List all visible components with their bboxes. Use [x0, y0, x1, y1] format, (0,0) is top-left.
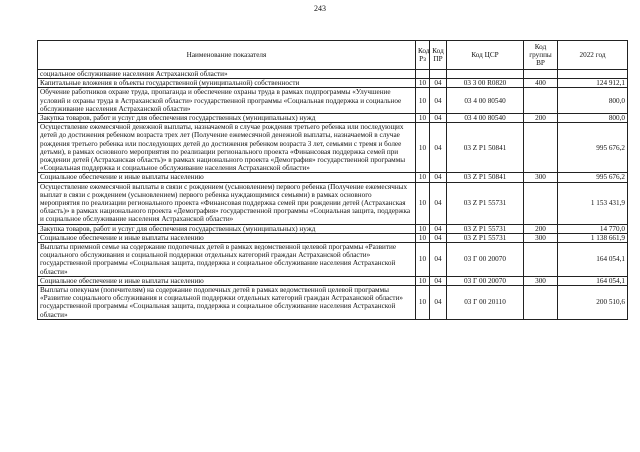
- cell-rz: 10: [416, 123, 430, 173]
- cell-rz: 10: [416, 276, 430, 285]
- cell-csr: 03 3 00 R0820: [447, 79, 524, 88]
- table-row: [38, 114, 628, 123]
- cell-vr: 200: [524, 224, 558, 233]
- cell-sum: 800,0: [558, 88, 628, 114]
- cell-pr: 04: [430, 173, 447, 182]
- cell-csr: 03 4 00 80540: [447, 114, 524, 123]
- table-row: [38, 286, 628, 320]
- cell-name: Социальное обеспечение и иные выплаты населению: [38, 276, 416, 285]
- cell-vr: [524, 123, 558, 173]
- cell-pr: 04: [430, 243, 447, 277]
- cell-rz: 10: [416, 79, 430, 88]
- cell-sum: 200 510,6: [558, 286, 628, 320]
- cell-name: Закупка товаров, работ и услуг для обеспечения государственных (муниципальных) нужд: [38, 224, 416, 233]
- page-number: 243: [314, 4, 326, 13]
- table-row: [38, 276, 628, 285]
- cell-rz: 10: [416, 243, 430, 277]
- cell-pr: 04: [430, 79, 447, 88]
- cell-sum: 995 676,2: [558, 123, 628, 173]
- cell-sum: 1 153 431,9: [558, 182, 628, 224]
- cell-name: социальное обслуживание населения Астраханской области»: [38, 70, 416, 79]
- table-row: [38, 224, 628, 233]
- cell-sum: 14 770,0: [558, 224, 628, 233]
- table-row: [38, 79, 628, 88]
- cell-pr: 04: [430, 182, 447, 224]
- cell-vr: 300: [524, 276, 558, 285]
- cell-sum: 164 054,1: [558, 243, 628, 277]
- cell-rz: 10: [416, 88, 430, 114]
- cell-name: Осуществление ежемесячной выплаты в связи с рождением (усыновлением) первого ребенка (Получение ежемесячных выплат в связи с рождением (усыновлением) первого ребенка нуждающимися семьями) в рамках основного мероприятия по реализации регионального проекта «Финансовая поддержка семей при рождении детей (Астраханская область)» в рамках национального проекта «Демография» государственной программы «Социальная защита, поддержка и социальное обслуживание населения Астраханской области»: [38, 182, 416, 224]
- cell-csr: [447, 70, 524, 79]
- table-header-row: [38, 41, 628, 70]
- cell-sum: 800,0: [558, 114, 628, 123]
- cell-rz: 10: [416, 224, 430, 233]
- cell-csr: 03 4 00 80540: [447, 88, 524, 114]
- cell-name: Осуществление ежемесячной денежной выплаты, назначаемой в случае рождения третьего ребенка или последующих детей до достижения ребенком возраста трех лет (Получение ежемесячной денежной выплаты, назначаемой в случае рождения третьего ребенка или последующих детей до достижения ребенком возраста 3 лет, семьями с тремя и более детьми), в рамках основного мероприятия по реализации регионального проекта «Финансовая поддержка семей при рождении детей (Астраханская область)» в рамках национального проекта «Демография» государственной программы «Социальная поддержка и социальное обслуживание населения Астраханской области»: [38, 123, 416, 173]
- cell-pr: 04: [430, 88, 447, 114]
- cell-csr: 03 Z P1 50841: [447, 173, 524, 182]
- cell-name: Выплаты опекунам (попечителям) на содержание подопечных детей в рамках ведомственной целевой программы «Развитие социального обслуживания и социальной поддержки отдельных категорий граждан Астраханской области» государственной программы «Социальная защита, поддержка и социальное обслуживание населения Астраханской области»: [38, 286, 416, 320]
- cell-vr: [524, 286, 558, 320]
- table-row: [38, 123, 628, 173]
- cell-pr: 04: [430, 286, 447, 320]
- cell-vr: [524, 88, 558, 114]
- cell-pr: 04: [430, 224, 447, 233]
- cell-sum: 1 138 661,9: [558, 233, 628, 242]
- header-rz: Код Рз: [416, 41, 430, 70]
- cell-rz: 10: [416, 286, 430, 320]
- cell-rz: 10: [416, 173, 430, 182]
- cell-pr: 04: [430, 233, 447, 242]
- cell-pr: 04: [430, 114, 447, 123]
- cell-vr: [524, 243, 558, 277]
- cell-sum: 995 676,2: [558, 173, 628, 182]
- table-row: [38, 182, 628, 224]
- cell-csr: 03 Z P1 55731: [447, 233, 524, 242]
- cell-pr: 04: [430, 276, 447, 285]
- table-row: [38, 243, 628, 277]
- header-csr: Код ЦСР: [447, 41, 524, 70]
- cell-csr: 03 Г 00 20110: [447, 286, 524, 320]
- header-name: Наименование показателя: [38, 41, 416, 70]
- cell-name: Обучение работников охране труда, пропаганда и обеспечение охраны труда в рамках подпрограммы «Улучшение условий и охраны труда в Астраханской области» государственной программы «Социальная поддержка и социальное обслуживание населения Астраханской области»: [38, 88, 416, 114]
- cell-sum: 124 912,1: [558, 79, 628, 88]
- cell-name: Социальное обеспечение и иные выплаты населению: [38, 173, 416, 182]
- table-row: [38, 88, 628, 114]
- cell-sum: [558, 70, 628, 79]
- cell-pr: [430, 70, 447, 79]
- cell-vr: 400: [524, 79, 558, 88]
- cell-name: Социальное обеспечение и иные выплаты населению: [38, 233, 416, 242]
- budget-table: [37, 40, 628, 320]
- cell-pr: 04: [430, 123, 447, 173]
- cell-vr: [524, 70, 558, 79]
- table-row: [38, 233, 628, 242]
- cell-csr: 03 Г 00 20070: [447, 276, 524, 285]
- cell-name: Закупка товаров, работ и услуг для обеспечения государственных (муниципальных) нужд: [38, 114, 416, 123]
- cell-name: Капитальные вложения в объекты государственной (муниципальной) собственности: [38, 79, 416, 88]
- cell-vr: [524, 182, 558, 224]
- cell-csr: 03 Z P1 55731: [447, 224, 524, 233]
- cell-rz: 10: [416, 114, 430, 123]
- header-vr: Код группы ВР: [524, 41, 558, 70]
- cell-name: Выплаты приемной семье на содержание подопечных детей в рамках ведомственной целевой программы «Развитие социального обслуживания и социальной поддержки отдельных категорий граждан Астраханской области» государственной программы «Социальная защита, поддержка и социальное обслуживание населения Астраханской области»: [38, 243, 416, 277]
- cell-sum: 164 054,1: [558, 276, 628, 285]
- cell-rz: 10: [416, 182, 430, 224]
- table-row: [38, 70, 628, 79]
- header-pr: Код ПР: [430, 41, 447, 70]
- cell-vr: 300: [524, 233, 558, 242]
- cell-csr: 03 Z P1 50841: [447, 123, 524, 173]
- header-sum: 2022 год: [558, 41, 628, 70]
- cell-vr: 300: [524, 173, 558, 182]
- cell-csr: 03 Г 00 20070: [447, 243, 524, 277]
- cell-vr: 200: [524, 114, 558, 123]
- cell-rz: 10: [416, 233, 430, 242]
- table-row: [38, 173, 628, 182]
- cell-rz: [416, 70, 430, 79]
- cell-csr: 03 Z P1 55731: [447, 182, 524, 224]
